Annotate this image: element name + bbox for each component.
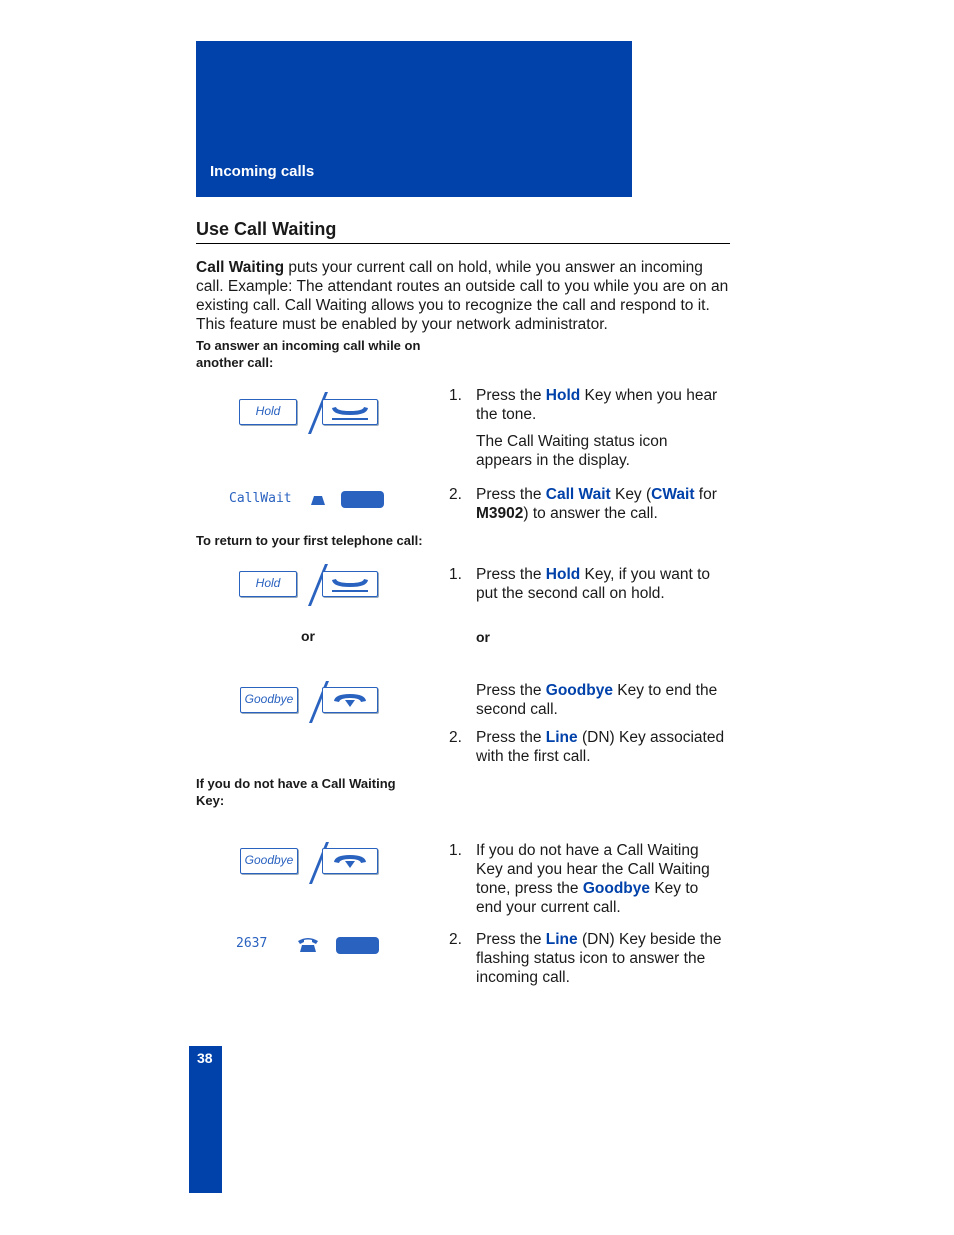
- hold-term: Hold: [545, 387, 581, 404]
- section-title: Use Call Waiting: [196, 219, 337, 239]
- subheading-answer: To answer an incoming call while on another call:: [196, 338, 421, 370]
- page-number: 38: [197, 1050, 213, 1066]
- dn-display-label: 2637: [236, 936, 268, 951]
- handset-icon: [323, 572, 377, 596]
- or-right: or: [476, 629, 490, 645]
- handset-icon: [323, 400, 377, 424]
- intro-paragraph: [196, 258, 731, 334]
- callwait-line-key[interactable]: [341, 491, 384, 508]
- goodbye-key[interactable]: Goodbye: [240, 687, 298, 713]
- hold-key[interactable]: [239, 399, 297, 425]
- call-waiting-status-icon: [309, 493, 327, 506]
- hang-up-icon: [323, 688, 377, 712]
- hold-key-label: Hold: [255, 404, 281, 418]
- section-rule: [196, 243, 730, 244]
- callwait-display-label: CallWait: [229, 491, 292, 506]
- dn-line-key[interactable]: [336, 937, 379, 954]
- subheading-no-callwait: If you do not have a Call Waiting Key:: [196, 776, 396, 808]
- hold-key-2[interactable]: Hold: [239, 571, 297, 597]
- release-key[interactable]: [322, 687, 378, 713]
- page-number-tab: [189, 1046, 222, 1193]
- hang-up-icon: [323, 849, 377, 873]
- goodbye-key-2[interactable]: Goodbye: [240, 848, 298, 874]
- subheading-return: To return to your first telephone call:: [196, 533, 423, 548]
- intro-term: Call Waiting: [196, 259, 285, 276]
- step-1-note: The Call Waiting status icon appears in the display.: [476, 433, 668, 469]
- or-left: or: [301, 628, 315, 644]
- intro-text: puts your current call on hold, while you answer an incoming call. Example: The attendant routes an outside call to you while you are on an existing call. Call Waiting allows you to recognize the call and respond to it. This feature must be enabled by your network administrator.: [196, 259, 729, 333]
- release-key-2[interactable]: [322, 848, 378, 874]
- chapter-label: Incoming calls: [210, 163, 315, 180]
- handset-key-2[interactable]: [322, 571, 378, 597]
- step-number: 1.: [449, 387, 462, 404]
- step-goodbye: Press the Goodbye Key to end the second call.: [476, 682, 718, 718]
- telephone-status-icon: [297, 935, 319, 953]
- handset-key[interactable]: [322, 399, 378, 425]
